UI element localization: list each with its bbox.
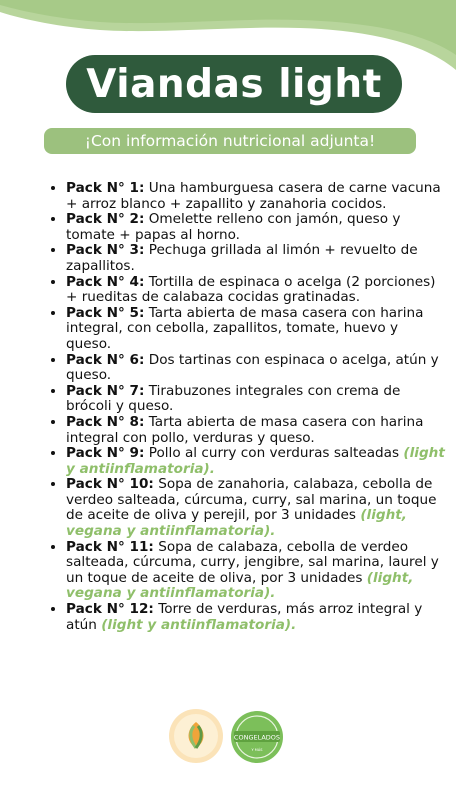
list-item — [66, 212, 446, 243]
list-item — [66, 306, 446, 353]
pack-description: Sopa de calabaza, cebolla de verdeo salteada, cúrcuma, curry, jengibre, sal marina, laurel y un toque de aceite de oliva, por 3 unidades — [66, 538, 439, 586]
list-item — [66, 415, 446, 446]
pack-tag: (light y antiinflamatoria). — [101, 616, 297, 633]
subtitle-banner: ¡Con información nutricional adjunta! — [44, 128, 416, 154]
pack-label: Pack N° 1: — [66, 180, 145, 196]
pack-label: Pack N° 12: — [66, 601, 154, 618]
pack-label: Pack N° 4: — [66, 273, 145, 290]
pack-description: Pechuga grillada al limón + revuelto de zapallitos. — [66, 242, 418, 274]
pack-label: Pack N° 3: — [66, 242, 145, 259]
list-item — [66, 275, 446, 306]
list-item — [66, 384, 446, 415]
pack-description: Omelette relleno con jamón, queso y tomate + papas al horno. — [66, 211, 401, 243]
pack-label: Pack N° 2: — [66, 211, 145, 228]
pack-label: Pack N° 5: — [66, 304, 145, 321]
pack-label: Pack N° 9: — [66, 445, 145, 462]
pack-description: Pollo al curry con verduras salteadas — [148, 445, 404, 462]
list-item — [66, 477, 446, 539]
pack-description: Sopa de zanahoria, calabaza, cebolla de verdeo salteada, cúrcuma, curry, sal marina, un toque de aceite de oliva y perejil, por 3 unidades — [66, 476, 437, 524]
pack-tag: (light y antiinflamatoria). — [66, 445, 445, 477]
list-item — [66, 540, 446, 602]
pack-label: Pack N° 8: — [66, 413, 145, 430]
list-item — [66, 353, 446, 384]
pack-tag: (light, vegana y antiinflamatoria). — [66, 507, 407, 540]
pack-description: Tarta abierta de masa casera con harina integral, con cebolla, zapallitos, tomate, huevo y queso. — [66, 304, 424, 352]
pack-description: Tortilla de espinaca o acelga (2 porciones) + rueditas de calabaza cocidas gratinadas. — [66, 273, 436, 306]
brand-logo — [168, 708, 224, 764]
badge-label: CONGELADOS — [233, 733, 281, 742]
list-item — [66, 446, 446, 477]
list-item — [66, 181, 446, 212]
pack-label: Pack N° 7: — [66, 382, 145, 399]
list-item — [66, 243, 446, 274]
pack-description: Dos tartinas con espinaca o acelga, atún y queso. — [66, 351, 439, 384]
pack-tag: (light, vegana y antiinflamatoria). — [66, 569, 414, 602]
pack-label: Pack N° 11: — [66, 538, 154, 555]
badge-small-label: Y MÁS — [251, 748, 263, 752]
page-title: Viandas light — [66, 55, 402, 113]
pack-description: Torre de verduras, más arroz integral y atún — [66, 601, 423, 633]
congelados-badge — [230, 710, 284, 764]
pack-list — [46, 181, 446, 633]
pack-description: Una hamburguesa casera de carne vacuna + arroz blanco + zapallito y zanahoria cocidos. — [66, 180, 441, 212]
list-item — [66, 602, 446, 633]
pack-description: Tarta abierta de masa casera con harina integral con pollo, verduras y queso. — [66, 413, 424, 446]
pack-label: Pack N° 10: — [66, 476, 154, 493]
pack-label: Pack N° 6: — [66, 351, 145, 368]
pack-description: Tirabuzones integrales con crema de brócoli y queso. — [66, 382, 401, 415]
